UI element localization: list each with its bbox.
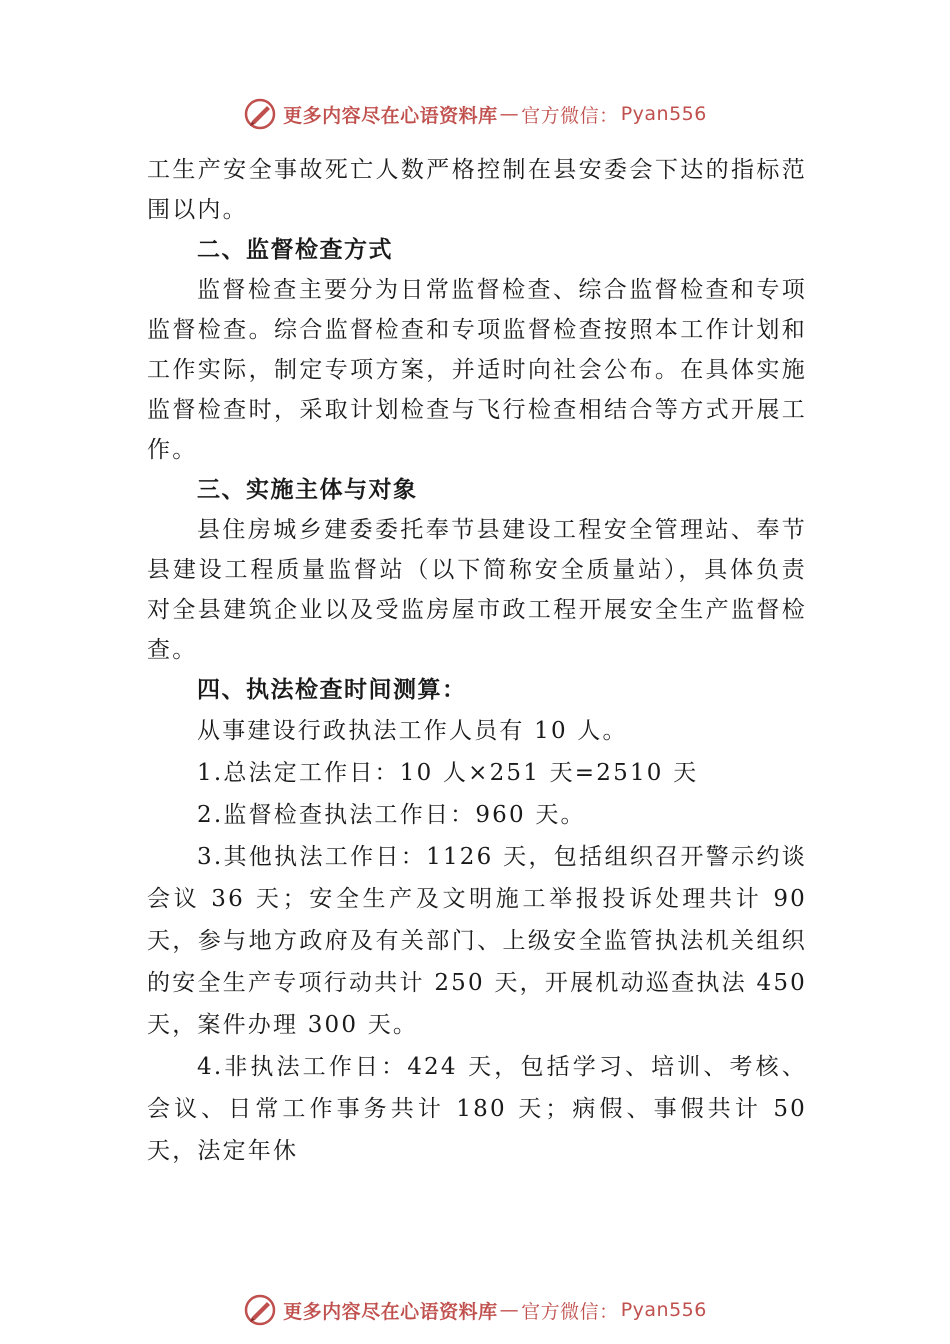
watermark-dash: — <box>499 1299 520 1321</box>
watermark-footer <box>0 1290 950 1330</box>
paragraph-other-workdays: 3.其他执法工作日：1126 天，包括组织召开警示约谈会议 36 天；安全生产及文明施工举报投诉处理共计 90 天，参与地方政府及有关部门、上级安全监管执法机关组织的安全生产专项行动共计 250 天，开展机动巡查执法 450 天，案件办理 300 天。 <box>147 844 807 1038</box>
paragraph-subject-object: 县住房城乡建委委托奉节县建设工程安全管理站、奉节县建设工程质量监督站（以下简称安全质量站），具体负责对全县建筑企业以及受监房屋市政工程开展安全生产监督检查。 <box>147 517 807 663</box>
watermark-dash: — <box>499 103 520 125</box>
heading-supervision-method: 二、监督检查方式 <box>197 237 393 263</box>
paragraph-inspection-workdays: 2.监督检查执法工作日：960 天。 <box>197 802 586 828</box>
pen-logo-icon <box>243 97 277 131</box>
paragraph-supervision-method: 监督检查主要分为日常监督检查、综合监督检查和专项监督检查。综合监督检查和专项监督检查按照本工作计划和工作实际，制定专项方案，并适时向社会公布。在具体实施监督检查时，采取计划检查与飞行检查相结合等方式开展工作。 <box>147 277 807 463</box>
paragraph-continuation: 工生产安全事故死亡人数严格控制在县安委会下达的指标范围以内。 <box>147 157 807 223</box>
document-body <box>147 150 807 1172</box>
watermark-header <box>0 94 950 134</box>
watermark-label: 官方微信： <box>521 104 619 127</box>
paragraph-total-workdays: 1.总法定工作日：10 人×251 天=2510 天 <box>197 760 699 786</box>
pen-logo-icon <box>243 1293 277 1327</box>
watermark-label: 官方微信： <box>521 1300 619 1323</box>
watermark-prefix: 更多内容尽在心语资料库 <box>283 1300 498 1323</box>
watermark-wechat-id: Pyan556 <box>620 103 707 125</box>
paragraph-staff-count: 从事建设行政执法工作人员有 10 人。 <box>197 718 628 744</box>
paragraph-non-enforcement-workdays: 4.非执法工作日：424 天，包括学习、培训、考核、会议、日常工作事务共计 180 天；病假、事假共计 50 天，法定年休 <box>147 1054 807 1164</box>
heading-time-estimate: 四、执法检查时间测算： <box>197 677 467 703</box>
watermark-prefix: 更多内容尽在心语资料库 <box>283 104 498 127</box>
watermark-wechat-id: Pyan556 <box>620 1299 707 1321</box>
heading-subject-object: 三、实施主体与对象 <box>197 477 418 503</box>
